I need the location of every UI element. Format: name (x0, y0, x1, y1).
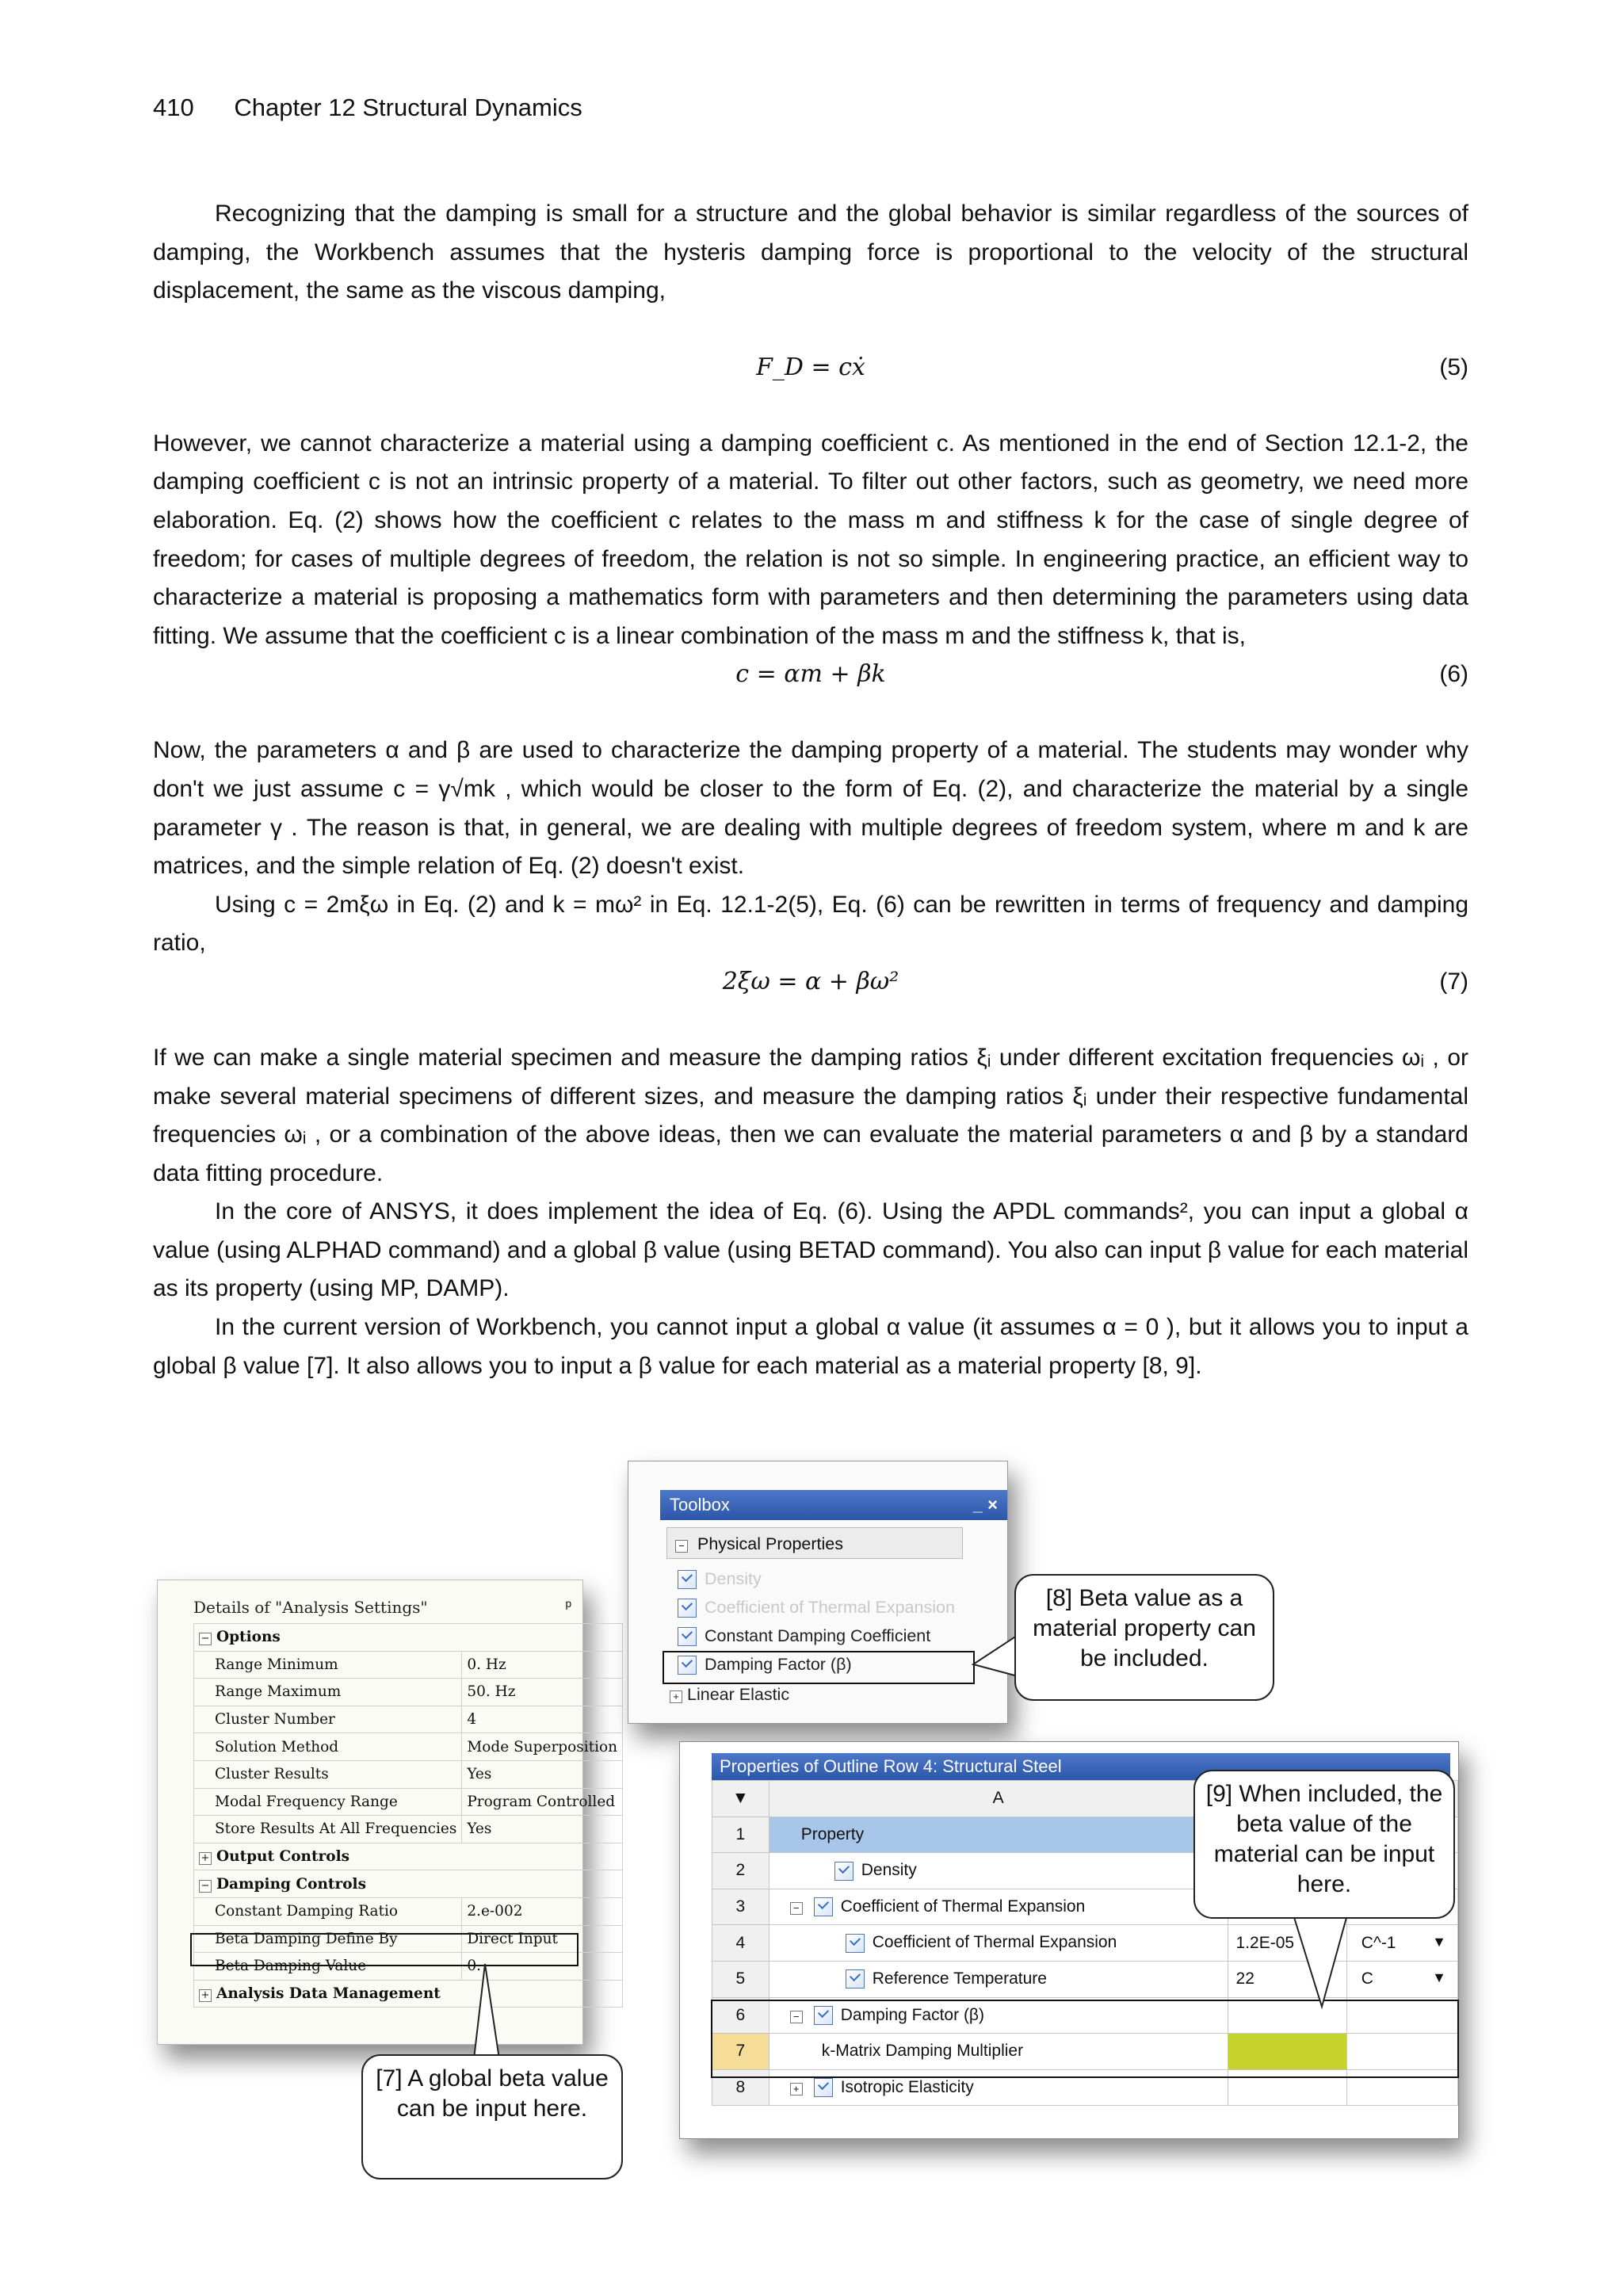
equation-number: (7) (1439, 968, 1468, 995)
details-label: Range Minimum (215, 1656, 338, 1673)
details-value[interactable]: 4 (462, 1706, 623, 1733)
paragraph: In the current version of Workbench, you cannot input a global α value (it assumes α = 0 ), but it allows you to input a global β value [7]. It also allows you to input a β value for each material as a material property [8, 9]. (153, 1314, 1468, 1379)
row-number: 2 (712, 1853, 769, 1889)
chapter-title: Chapter 12 Structural Dynamics (234, 94, 582, 121)
page-number: 410 (153, 94, 194, 121)
paragraph: If we can make a single material specimen and measure the damping ratios ξᵢ under different excitation frequencies ωᵢ , or make several material specimens of different sizes, and measure the damping ratios ξᵢ under their respective fundamental frequencies ωᵢ , or a combination of the above ideas, then we can evaluate the material parameters α and β by a standard data fitting procedure. (153, 1044, 1468, 1186)
properties-title: Properties of Outline Row 4: Structural Steel (712, 1753, 1450, 1780)
details-label: Beta Damping Define By (215, 1930, 398, 1947)
property-value[interactable]: 22 (1228, 1961, 1346, 1997)
details-label: Options (216, 1629, 281, 1646)
window-controls[interactable]: _ × (972, 1495, 998, 1515)
expand-icon[interactable]: + (199, 1852, 212, 1865)
paragraph: Using c = 2mξω in Eq. (2) and k = mω² in Eq. 12.1-2(5), Eq. (6) can be rewritten in terms of frequency and damping ratio, (153, 891, 1468, 957)
row-number: 6 (712, 1997, 769, 2034)
toolbox-title: Toolbox (670, 1495, 730, 1515)
details-value[interactable]: 2.e-002 (462, 1897, 623, 1925)
equation-number: (6) (1439, 661, 1468, 688)
details-value[interactable]: Yes (462, 1760, 623, 1788)
property-value[interactable]: 1.2E-05 (1228, 1925, 1346, 1962)
details-label: Modal Frequency Range (215, 1793, 398, 1810)
equation-expression: F_D = cẋ (756, 353, 865, 381)
row-number: 1 (712, 1817, 769, 1853)
equation-expression: 2ξω = α + βω² (722, 967, 899, 995)
expand-icon[interactable]: + (670, 1690, 682, 1703)
collapse-icon[interactable]: − (199, 1633, 212, 1645)
details-value[interactable]: 0. (462, 1953, 623, 1981)
row-number: 8 (712, 2069, 769, 2106)
row-number: 4 (712, 1925, 769, 1962)
callout-7: [7] A global beta value can be input here. (361, 2054, 623, 2179)
pin-icon[interactable]: ᵖ (565, 1598, 571, 1615)
column-menu-icon[interactable]: ▼ (712, 1781, 769, 1817)
property-label: Reference Temperature (872, 1969, 1047, 1988)
expand-icon[interactable]: + (790, 2083, 803, 2095)
details-label: Output Controls (216, 1848, 350, 1866)
collapse-icon[interactable]: − (675, 1540, 688, 1553)
column-a-header: A (769, 1781, 1228, 1817)
collapse-icon[interactable]: − (790, 1902, 803, 1915)
item-label: Density (705, 1569, 762, 1588)
property-label: Damping Factor (β) (840, 2005, 985, 2024)
item-label: Coefficient of Thermal Expansion (705, 1598, 955, 1617)
section-label: Physical Properties (697, 1534, 844, 1553)
details-label: Solution Method (215, 1738, 339, 1755)
details-value[interactable]: 50. Hz (462, 1679, 623, 1706)
callout-8: [8] Beta value as a material property can be included. (1014, 1574, 1274, 1701)
details-value[interactable]: 0. Hz (462, 1651, 623, 1679)
details-panel-title: Details of "Analysis Settings" (193, 1598, 428, 1617)
paragraph: However, we cannot characterize a material using a damping coefficient c. As mentioned in the end of Section 12.1-2, the damping coefficient c is not an intrinsic property of a material. To filter out other factors, such as geometry, we need more elaboration. Eq. (2) shows how the coefficient c relates to the mass m and stiffness k for the case of single degree of freedom; for cases of multiple degrees of freedom, the relation is not so simple. In engineering practice, an efficient way to characterize a material is proposing a mathematics form with parameters and then determining the parameters using data fitting. We assume that the coefficient c is a linear combination of the mass m and the stiffness k, that is, (153, 430, 1468, 649)
paragraph: In the core of ANSYS, it does implement the idea of Eq. (6). Using the APDL commands², you can input a global α value (using ALPHAD command) and a global β value (using BETAD command). You also can input β value for each material as its property (using MP, DAMP). (153, 1198, 1468, 1302)
details-label: Cluster Number (215, 1711, 335, 1729)
details-label: Cluster Results (215, 1766, 329, 1783)
details-value[interactable]: Direct Input (462, 1925, 623, 1953)
property-label: Property (800, 1824, 865, 1843)
property-label: Coefficient of Thermal Expansion (872, 1933, 1117, 1952)
row-number: 7 (712, 2034, 769, 2070)
property-label: Density (861, 1861, 917, 1880)
unit-dropdown-icon[interactable]: ▼ (1432, 1969, 1446, 1986)
paragraph: Now, the parameters α and β are used to characterize the damping property of a material. The students may wonder why don't we just assume c = γ√mk , which would be closer to the form of Eq. (2), and characterize the material by a single parameter γ . The reason is that, in general, we are dealing with multiple degrees of freedom system, where m and k are matrices, and the simple relation of Eq. (2) doesn't exist. (153, 737, 1468, 880)
collapse-icon[interactable]: − (790, 2011, 803, 2023)
callout-9: [9] When included, the beta value of the material can be input here. (1193, 1770, 1455, 1919)
details-label: Constant Damping Ratio (215, 1903, 399, 1920)
details-value[interactable]: Yes (462, 1816, 623, 1843)
item-label: Constant Damping Coefficient (705, 1626, 931, 1645)
unit-dropdown-icon[interactable]: ▼ (1432, 1933, 1446, 1950)
callout-7-pointer (474, 1964, 499, 2059)
paragraph: Recognizing that the damping is small for a structure and the global behavior is similar regardless of the sources of damping, the Workbench assumes that the hysteris damping force is proportional to the velocity of the structural displacement, the same as the viscous damping, (153, 201, 1468, 304)
property-label: Coefficient of Thermal Expansion (840, 1897, 1086, 1916)
expand-icon[interactable]: + (199, 1989, 212, 2002)
details-label: Store Results At All Frequencies (215, 1820, 457, 1838)
item-label: Damping Factor (β) (705, 1655, 852, 1674)
equation-expression: c = αm + βk (735, 660, 886, 689)
details-label: Range Maximum (215, 1683, 342, 1701)
property-label: k-Matrix Damping Multiplier (821, 2042, 1024, 2061)
collapse-icon[interactable]: − (199, 1880, 212, 1893)
item-label: Linear Elastic (687, 1685, 790, 1704)
callout-9-pointer (1293, 1915, 1347, 2007)
equation-number: (5) (1439, 353, 1468, 380)
details-value[interactable]: Mode Superposition (462, 1733, 623, 1761)
property-label: Isotropic Elasticity (840, 2077, 974, 2096)
details-label: Analysis Data Management (216, 1985, 441, 2003)
unit-label: C^-1 (1361, 1933, 1396, 1952)
details-label: Beta Damping Value (215, 1958, 367, 1975)
details-value[interactable]: Program Controlled (462, 1788, 623, 1816)
row-number: 5 (712, 1961, 769, 1997)
details-label: Damping Controls (216, 1875, 366, 1893)
unit-label: C (1361, 1969, 1373, 1988)
row-number: 3 (712, 1889, 769, 1925)
